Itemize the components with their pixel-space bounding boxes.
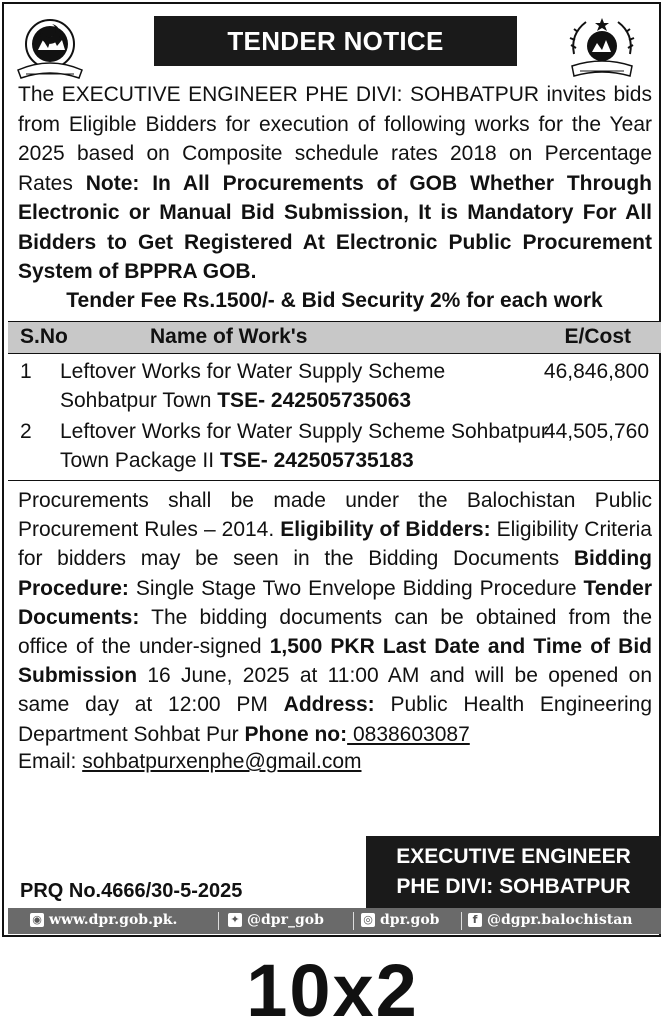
body-text-6: Public Health Engineering Department Sohbat Pur <box>18 693 652 746</box>
tender-fee-line: Tender Fee Rs.1500/- & Bid Security 2% for each work <box>66 289 603 312</box>
signature-division: PHE DIVI: SOHBATPUR <box>396 875 631 898</box>
footer-instagram-text: dpr.gob <box>380 912 440 928</box>
signature-block <box>366 836 661 908</box>
prq-number: PRQ No.4666/30-5-2025 <box>20 880 243 902</box>
address-heading: Address: <box>283 693 375 717</box>
row-work-name <box>60 357 530 415</box>
row-work-text: Leftover Works for Water Supply Scheme Sohbatpur Town Package II <box>60 420 548 472</box>
body-text-1: Procurements shall be made under the Balochistan Public Procurement Rules – 2014. <box>18 489 652 542</box>
body-text-4: The bidding documents can be obtained from the office of the under-signed <box>18 605 652 659</box>
footer-divider <box>353 912 354 930</box>
header-cost: E/Cost <box>564 325 631 348</box>
phone-heading: Phone no: <box>244 722 348 746</box>
notice-title: TENDER NOTICE <box>154 16 517 66</box>
tender-documents-heading: Tender Documents: <box>18 576 652 629</box>
eligibility-heading: Eligibility of Bidders: <box>280 518 491 542</box>
phone-number[interactable]: 0838603087 <box>347 722 470 746</box>
row-cost: 46,846,800 <box>543 360 649 383</box>
header-work: Name of Work's <box>150 325 308 348</box>
government-seal-logo <box>564 14 640 84</box>
footer-facebook-text: @dgpr.balochistan <box>487 912 633 928</box>
header-sno: S.No <box>20 325 68 348</box>
footer-twitter-text: @dpr_gob <box>247 912 324 928</box>
footer-website[interactable] <box>30 912 177 928</box>
footer-facebook[interactable] <box>468 912 632 928</box>
row-number: 2 <box>20 420 32 443</box>
row-tse: TSE- 242505735063 <box>217 389 412 412</box>
last-date-heading: 1,500 PKR Last Date and Time of Bid Submission <box>18 635 652 688</box>
table-bottom-divider <box>8 480 661 481</box>
instagram-icon: ◎ <box>361 913 375 927</box>
email-label: Email: <box>18 750 83 773</box>
row-tse: TSE- 242505735183 <box>219 449 414 472</box>
row-number: 1 <box>20 360 32 383</box>
footer-website-text: www.dpr.gob.pk. <box>49 912 178 928</box>
intro-note: Note: In All Procurements of GOB Whether Through Electronic or Manual Bid Submission, It is Mandatory For All Bidders to Get Registered At Electronic Public Procurement System of BPPRA GOB. <box>18 171 652 283</box>
twitter-icon: ✦ <box>228 913 242 927</box>
footer-bar <box>8 908 661 934</box>
globe-icon: ◉ <box>30 913 44 927</box>
footer-divider <box>461 912 462 930</box>
email-line <box>18 750 362 774</box>
email-link[interactable]: sohbatpurxenphe@gmail.com <box>82 750 362 773</box>
footer-divider <box>218 912 219 930</box>
body-text-2: Eligibility Criteria for bidders may be seen in the Bidding Documents <box>18 518 652 571</box>
footer-instagram[interactable] <box>361 912 439 928</box>
row-work-name <box>60 417 580 475</box>
signature-title: EXECUTIVE ENGINEER <box>396 845 631 868</box>
intro-paragraph <box>18 80 652 287</box>
row-work-text: Leftover Works for Water Supply Scheme Sohbatpur Town <box>60 360 446 412</box>
notice-frame <box>2 2 661 937</box>
body-text-3: Single Stage Two Envelope Bidding Procedure <box>128 576 584 600</box>
facebook-icon: f <box>468 913 482 927</box>
body-text-5: 16 June, 2025 at 11:00 AM and will be opened on same day at 12:00 PM <box>18 664 652 717</box>
ad-size-label: 10x2 <box>246 949 419 1032</box>
procurement-details <box>18 486 652 749</box>
balochistan-emblem-logo <box>12 14 88 84</box>
intro-text: The EXECUTIVE ENGINEER PHE DIVI: SOHBATPUR invites bids from Eligible Bidders for execution of following works for the Year 2025 based on Composite schedule rates 2018 on Percentage Rates <box>18 83 652 195</box>
works-table-header <box>8 321 661 354</box>
bidding-procedure-heading: Bidding Procedure: <box>18 547 652 600</box>
footer-twitter[interactable] <box>228 912 324 928</box>
row-cost: 44,505,760 <box>543 420 649 443</box>
